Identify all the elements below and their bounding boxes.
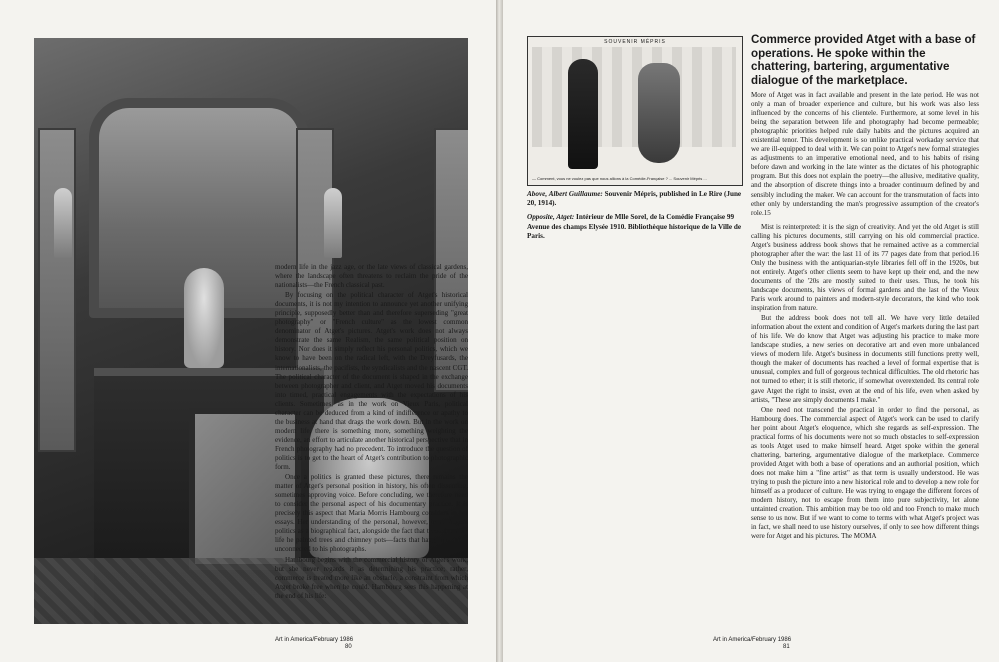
footer <box>275 637 353 651</box>
paragraph: Once a politics is granted these pictures, there remains the matter of Atget's personal position in history, his often dissenting, sometimes approving voice. Before concluding, we therefore need to consider the personal aspect of his documentary practice. It is precisely this aspect that Maria Morris Hambourg considers in her essays. Her understanding of the personal, however, treats Atget's politics as a biographical fact, alongside the fact that throughout his life he painted trees and chimney pots—facts that hang in a limbo unconnected to his photographs. <box>275 473 468 554</box>
caption-label: Above, Albert Guillaume: <box>527 190 603 198</box>
page-number: 80 <box>345 644 352 650</box>
caption-text: Souvenir Mépris, published in Le Rire (June 20, 1914). <box>527 190 742 208</box>
cartoon-illustration <box>527 36 743 186</box>
cartoon-caption: — Comment, vous ne voulez pas que nous allions à la Comédie-Française ? ... Souvenir Mépris ... <box>532 176 707 181</box>
caption-above <box>527 190 745 208</box>
pull-quote: Commerce provided Atget with a base of operations. He spoke within the chattering, bartering, argumentative dialogue of the marketplace. <box>751 33 976 87</box>
paragraph: One need not transcend the practical in order to find the personal, as Hambourg does. The commercial aspect of Atget's work can be used to clarify her point about Atget's eloquence, which she regards as self-expression. The practical forms of his documents were not so much obstacles to self-expression as tools Atget used to make himself heard. Atget spoke within the general chattering, bartering, argumentative dialogue of the marketplace. Commerce provided Atget with both a base of operations and an authorial position, which does not make him a "fine artist" as that term is usually understood. He was trying to push the picture into a new historical role and to develop a new role for himself as a producer of culture. He was trying to engage the different forces of modern history, not to escape from them into pure subjectivity, let alone untainted creation. This ambition may be too old and too French to make much sense to us now. But if we want to come to terms with what Atget's project was in fact, we shall need to use history ourselves, if only to see how different things were for Atget and his pictures. The MOMA <box>751 405 979 541</box>
paragraph: More of Atget was in fact available and present in the late period. He was not only a man of broader experience and culture, but his work was also less influenced by the concerns of his clientele. Furthermore, at some level in his being the separation between life and photography had become permeable; photographic priorities helped rule daily habits and the pictures acquired an existential tenor. This development is so unlike practical workaday service that we are ill-equipped to deal with it. We can point to Atget's new formal strategies as adjustments to an imperative emotional need, and to his habits of rising before dawn and working in the late winter as the dictates of his photographic program. But this does not explain the poetry—the allusive, meditative quality, and the absorption of discrete things into a broader continuum defined by and sensibly including the maker. We can account for the transmutation of facts into ether only by understanding the man's progressive assumption of the creator's role.15 <box>751 91 979 217</box>
cartoon-man-figure <box>568 59 598 169</box>
paragraph: But the address book does not tell all. We have very little detailed information about the extent and condition of Atget's markets during the last part of his life. We do know that Atget was adjusting his practice to make more landscape studies, a new series on decorative art and even more unbalanced views of modern life. Atget's business in documents still functions pretty well, though the maker of documents has reached a level of formal expertise that is unusual, complex and full of gorgeous technical difficulties. The old rhetoric has not turned to ether; it is still rhetoric, if somewhat overextended. Its central role gave Atget the right to insist, even at the end of his life, even when asked by artists, "These are simply documents I make." <box>751 314 979 404</box>
caption-opposite <box>527 213 745 241</box>
paragraph: By focusing on the political character of Atget's historical documents, it is not my intention to announce yet another unifying principle, supposedly better than and therefore superseding "great photography" or "French culture" as the lowest common denominator of Atget's pictures. Atget's work does not always demonstrate the same Realism, the same political position on history. Nor does it simply reflect his personal politics, which we know to have been on the radical left, with the Dreyfusards, the internationalists, the pacifists, the syndicalists and the nascent CGT. The political character of the document is shaped in the exchange between photographer and client, and Atget moved his documents into timed, practical engagements with the expectations of his clients. Sometimes, as in the work on Vieux Paris, political character can be deduced from a kind of indifference or apathy to the business at hand that drags the work down. But in the work on modern life, there is something more, something weighting the evidence, an effort to articulate another historical perspective that in French photography had no precedent. To introduce the question of politics is to get to the heart of Atget's contribution to photographic form. <box>275 291 468 472</box>
wall-sconce <box>324 188 342 258</box>
gutter <box>496 0 503 662</box>
caption-label: Opposite, Atget: <box>527 213 575 222</box>
right-body-column <box>751 91 979 541</box>
page-number: 81 <box>783 644 790 650</box>
paragraph: modern life in the jazz age, or the late views of classical gardens, where the landscape often threatens to reclaim the pride of the nationalists—the French classical past. <box>275 263 468 290</box>
cartoon-woman-figure <box>638 63 680 163</box>
wall-sconce <box>54 188 72 258</box>
right-page <box>503 0 999 662</box>
cartoon-background <box>532 47 736 147</box>
wall-panel <box>38 128 76 452</box>
figure-captions <box>527 190 745 246</box>
caption-text: Intérieur de Mlle Sorel, de la Comédie Française 99 Avenue des champs Elysée 1910. Bibliothèque historique de la Ville de Paris. <box>527 213 742 240</box>
footer-title: Art in America/February 1986 <box>275 637 354 643</box>
footer-title: Art in America/February 1986 <box>713 637 792 643</box>
cartoon-header: SOUVENIR MÉPRIS <box>604 39 666 45</box>
left-page <box>0 0 496 662</box>
paragraph: Hambourg begins with the commercial history of Atget's work, but she never regards it as determining his practice; rather, commerce is treated more like an obstacle, a constraint from which Atget broke free when he could. Hambourg sees this happening at the end of his life: <box>275 555 468 600</box>
statue <box>184 268 224 368</box>
footer <box>713 637 791 651</box>
left-body-column <box>275 263 468 601</box>
paragraph: Mist is reinterpreted: it is the sign of creativity. And yet the old Atget is still calling his pictures documents, still carrying on his old commercial practice. Atget's business address book shows that he remained active as a commercial photographer after the war: the last 11 of its 77 pages date from that period.16 Only the business with the antiquarian-style libraries fell off in the 1920s, but not entirely. Atget's other clients seem to have kept up their end, and the new documents of the '20s are mostly suited to their uses. Thus, he took his landscape documents, his views of formal gardens and the last of the Vieux Paris work around to painters and modern-style decorators, the kind who took inspiration from nature. <box>751 222 979 313</box>
